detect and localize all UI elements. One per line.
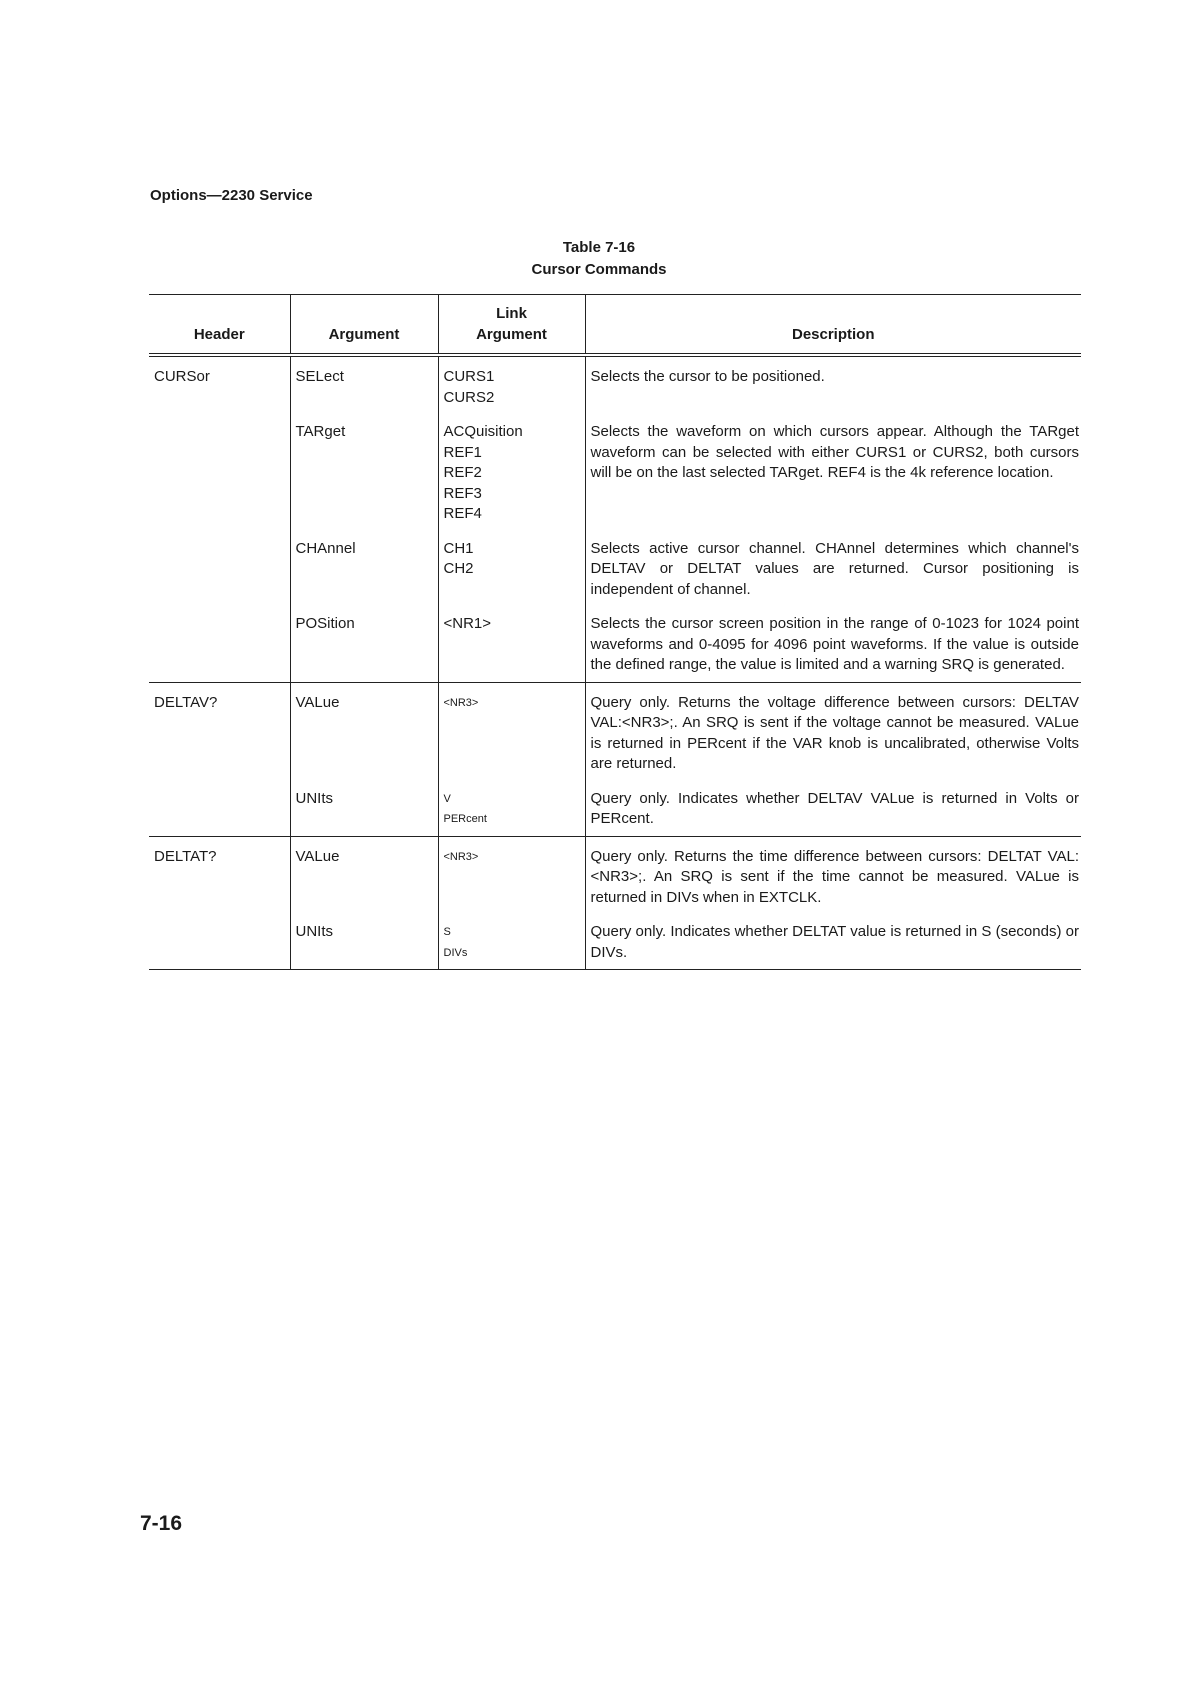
cell-header bbox=[149, 531, 290, 607]
cell-argument: TARget bbox=[290, 414, 438, 531]
column-header-description: Description bbox=[585, 295, 1081, 356]
cell-header bbox=[149, 914, 290, 970]
cell-description: Query only. Indicates whether DELTAT value is returned in S (seconds) or DIVs. bbox=[585, 914, 1081, 970]
link-header-line2: Argument bbox=[476, 326, 547, 343]
table-row bbox=[149, 682, 1081, 781]
cell-header: DELTAT? bbox=[154, 847, 217, 865]
cell-link-argument bbox=[438, 531, 585, 607]
table-row bbox=[149, 355, 1081, 414]
link-value: <NR3> bbox=[443, 850, 479, 863]
cell-description: Selects the cursor screen position in the range of 0-1023 for 1024 point waveforms and 0-4095 for 4096 point waveforms. If the value is outside the defined range, the value is limited and a warning SRQ is generated. bbox=[585, 606, 1081, 682]
table-row bbox=[149, 531, 1081, 607]
link-value: REF3 bbox=[443, 484, 482, 502]
cell-description: Query only. Indicates whether DELTAV VALue is returned in Volts or PERcent. bbox=[585, 781, 1081, 837]
cell-description: Selects the waveform on which cursors appear. Although the TARget waveform can be selected with either CURS1 or CURS2, both cursors will be on the last selected TARget. REF4 is the 4k reference location. bbox=[585, 414, 1081, 531]
running-header: Options—2230 Service bbox=[150, 187, 313, 204]
table-row bbox=[149, 914, 1081, 970]
cell-argument: VALue bbox=[290, 836, 438, 914]
cell-header bbox=[149, 606, 290, 682]
column-header-link-argument bbox=[438, 295, 585, 356]
cell-description: Query only. Returns the voltage difference between cursors: DELTAV VAL:<NR3>;. An SRQ is sent if the voltage cannot be measured. VALue is returned in PERcent if the VAR knob is uncalibrated, otherwise Volts are returned. bbox=[585, 682, 1081, 781]
link-value: REF2 bbox=[443, 464, 482, 481]
table-row bbox=[149, 414, 1081, 531]
link-value: DIVs bbox=[443, 946, 468, 959]
link-value: CURS1 bbox=[443, 368, 495, 385]
cell-link-argument bbox=[438, 606, 585, 682]
cell-link-argument bbox=[438, 414, 585, 531]
cell-header bbox=[149, 781, 290, 837]
link-value: <NR1> bbox=[443, 615, 492, 632]
cell-argument: VALue bbox=[290, 682, 438, 781]
cell-link-argument bbox=[438, 781, 585, 837]
column-header-argument: Argument bbox=[290, 295, 438, 356]
cell-description: Selects the cursor to be positioned. bbox=[585, 355, 1081, 414]
cell-link-argument bbox=[438, 836, 585, 914]
cell-link-argument bbox=[438, 914, 585, 970]
cell-argument: UNIts bbox=[290, 781, 438, 837]
link-value: CH2 bbox=[443, 560, 474, 577]
page-number: 7-16 bbox=[140, 1512, 183, 1535]
link-value: REF4 bbox=[443, 505, 482, 522]
column-header-header: Header bbox=[193, 326, 245, 343]
link-value: ACQuisition bbox=[443, 423, 523, 440]
cursor-commands-table bbox=[149, 294, 1081, 970]
table-title: Cursor Commands bbox=[531, 261, 667, 278]
link-value: V bbox=[443, 792, 451, 805]
cell-argument: POSition bbox=[290, 606, 438, 682]
link-header-line1: Link bbox=[496, 305, 527, 322]
cell-description: Selects active cursor channel. CHAnnel determines which channel's DELTAV or DELTAT values are returned. Cursor positioning is independent of channel. bbox=[585, 531, 1081, 607]
link-value: CH1 bbox=[443, 539, 474, 557]
link-value: <NR3> bbox=[443, 696, 479, 709]
table-row bbox=[149, 781, 1081, 837]
link-value: PERcent bbox=[443, 813, 487, 825]
cell-header: DELTAV? bbox=[154, 693, 218, 711]
table-header-row bbox=[149, 295, 1081, 356]
link-value: S bbox=[443, 926, 451, 938]
table-row bbox=[149, 606, 1081, 682]
cell-link-argument bbox=[438, 355, 585, 414]
table-number: Table 7-16 bbox=[562, 239, 636, 256]
link-value: CURS2 bbox=[443, 388, 495, 406]
cell-argument: CHAnnel bbox=[290, 531, 438, 607]
cell-link-argument bbox=[438, 682, 585, 781]
cell-header bbox=[149, 414, 290, 531]
cell-description: Query only. Returns the time difference between cursors: DELTAT VAL:<NR3>;. An SRQ is sent if the time cannot be measured. VALue is returned in DIVs when in EXTCLK. bbox=[585, 836, 1081, 914]
link-value: REF1 bbox=[443, 443, 482, 461]
cell-argument: UNIts bbox=[290, 914, 438, 970]
cell-header: CURSor bbox=[154, 368, 210, 385]
cell-argument: SELect bbox=[290, 355, 438, 414]
table-caption bbox=[0, 237, 1198, 281]
table-row bbox=[149, 836, 1081, 914]
